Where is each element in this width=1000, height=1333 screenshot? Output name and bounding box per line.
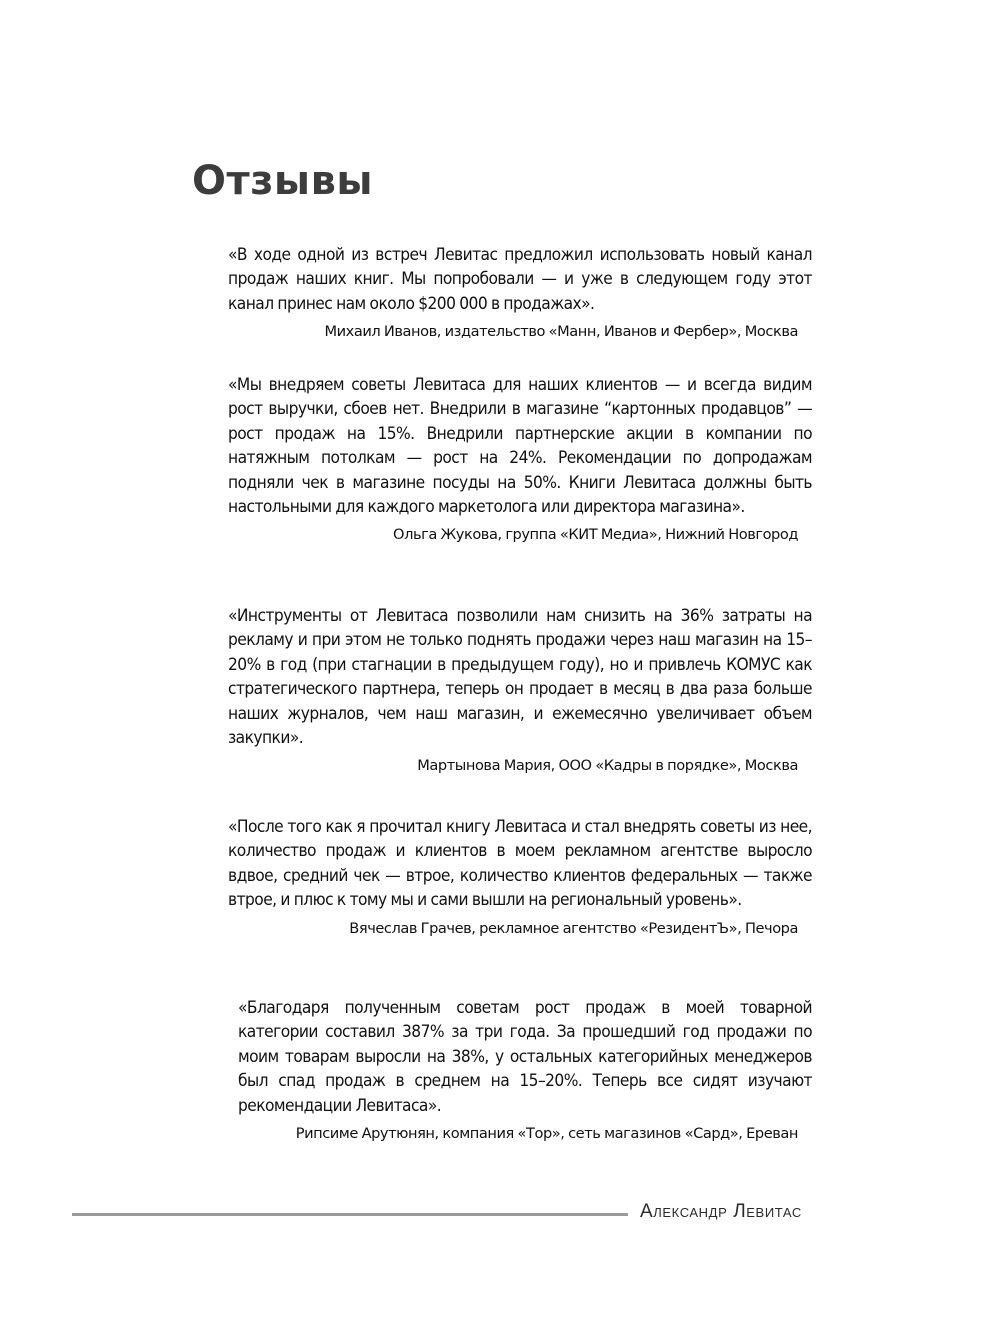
footer-divider bbox=[72, 1213, 628, 1216]
review-author: Рипсиме Арутюнян, компания «Тор», сеть магазинов «Сард», Ереван bbox=[295, 1125, 798, 1143]
review-text: «Инструменты от Левитаса позволили нам снизить на 36% затраты на рекламу и при этом не только поднять продажи через наш магазин на 15–20% в год (при стагнации в предыдущем году), но и привлечь КОМУС как стратегического партнера, теперь он продает в месяц в два раза больше наших журналов, чем наш магазин, и ежемесячно увеличивает объем закупки». bbox=[228, 606, 812, 749]
footer-author-name: Александр Левитас bbox=[640, 1201, 802, 1222]
review-author: Вячеслав Грачев, рекламное агентство «РезидентЪ», Печора bbox=[349, 919, 798, 937]
review-block bbox=[228, 243, 812, 342]
review-block bbox=[228, 815, 812, 939]
review-block bbox=[238, 996, 812, 1144]
review-text: «Благодаря полученным советам рост продаж в моей товарной категории составил 387% за три года. За прошедший год продажи по моим товарам выросли на 38%, у остальных категорийных менеджеров был спад продаж в среднем на 15–20%. Теперь все сидят изучают рекомендации Левитаса». bbox=[238, 998, 812, 1116]
review-author: Ольга Жукова, группа «КИТ Медиа», Нижний Новгород bbox=[393, 526, 798, 544]
review-block bbox=[228, 373, 812, 545]
review-block bbox=[228, 604, 812, 776]
review-text: «В ходе одной из встреч Левитас предложил использовать новый канал продаж наших книг. Мы попробовали — и уже в следующем году этот канал принес нам около $200 000 в продажах». bbox=[228, 245, 812, 314]
review-author: Михаил Иванов, издательство «Манн, Иванов и Фербер», Москва bbox=[324, 323, 798, 341]
page-title: Отзывы bbox=[192, 158, 374, 204]
review-author: Мартынова Мария, ООО «Кадры в порядке», Москва bbox=[417, 757, 798, 775]
review-text: «После того как я прочитал книгу Левитаса и стал внедрять советы из нее, количество продаж и клиентов в моем рекламном агентстве выросло вдвое, средний чек — втрое, количество клиентов федеральных — также втрое, и плюс к тому мы и сами вышли на региональный уровень». bbox=[228, 817, 812, 911]
review-text: «Мы внедряем советы Левитаса для наших клиентов — и всегда видим рост выручки, сбоев нет. Внедрили в магазине “картонных продавцов” — рост продаж на 15%. Внедрили партнерские акции в компании по натяжным потолкам — рост на 24%. Рекомендации по допродажам подняли чек в магазине посуды на 50%. Книги Левитаса должны быть настольными для каждого маркетолога или директора магазина». bbox=[228, 375, 812, 518]
